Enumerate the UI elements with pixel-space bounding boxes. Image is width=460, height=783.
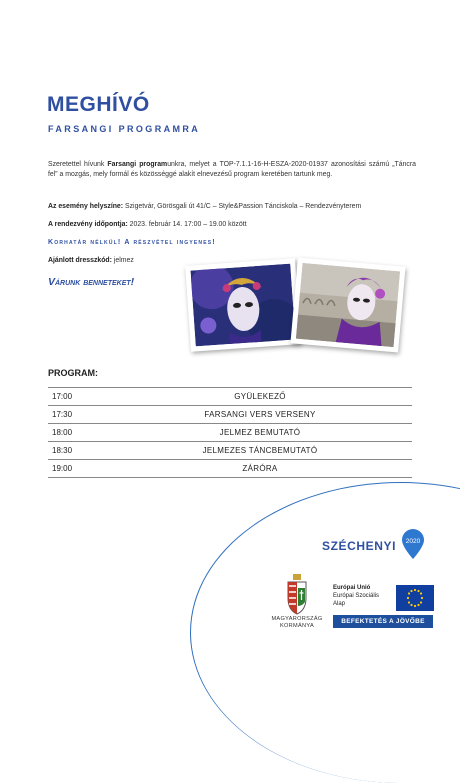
time-value: 2023. február 14. 17:00 – 19.00 között bbox=[127, 221, 247, 228]
intro-paragraph bbox=[48, 160, 416, 180]
eu-line-2: Európai Szociális bbox=[333, 593, 380, 599]
venue-label: Az esemény helyszíne: bbox=[48, 203, 124, 210]
carnival-mask-photo-1 bbox=[185, 258, 301, 351]
szechenyi-logo-text: SZÉCHENYI bbox=[322, 539, 397, 553]
table-row bbox=[48, 405, 412, 423]
row-event: FARSANGI VERS VERSENY bbox=[204, 410, 316, 419]
intro-text-1: Szeretettel hívunk bbox=[48, 161, 108, 168]
intro-bold: Farsangi program bbox=[107, 161, 168, 168]
welcome-text: Várunk benneteket! bbox=[48, 276, 135, 288]
eu-label bbox=[333, 584, 393, 608]
eu-flag-icon bbox=[396, 585, 434, 611]
program-table bbox=[48, 387, 412, 478]
row-event: GYÜLEKEZŐ bbox=[234, 392, 286, 401]
szechenyi-year: 2020 bbox=[405, 538, 421, 545]
gov-line-2: KORMÁNYA bbox=[280, 623, 314, 629]
page-title: MEGHÍVÓ bbox=[47, 93, 150, 116]
row-event: JELMEZ BEMUTATÓ bbox=[219, 428, 301, 437]
hungary-crest-icon bbox=[284, 574, 310, 616]
invest-banner: BEFEKTETÉS A JÖVŐBE bbox=[333, 615, 433, 628]
program-heading: PROGRAM: bbox=[48, 368, 98, 378]
row-event: JELMEZES TÁNCBEMUTATÓ bbox=[202, 446, 318, 455]
time-line bbox=[48, 220, 416, 230]
row-time: 18:30 bbox=[52, 446, 73, 455]
dress-code-line bbox=[48, 257, 134, 264]
szechenyi-pin-icon bbox=[400, 528, 426, 560]
venue-line bbox=[48, 202, 416, 212]
table-row bbox=[48, 423, 412, 441]
time-label: A rendezvény időpontja: bbox=[48, 221, 128, 228]
mask-photo-1-image bbox=[190, 264, 295, 347]
gov-line-1: MAGYARORSZÁG bbox=[271, 616, 323, 622]
row-time: 17:30 bbox=[52, 410, 73, 419]
row-time: 18:00 bbox=[52, 428, 73, 437]
row-event: ZÁRÓRA bbox=[242, 464, 278, 473]
carnival-mask-photo-2 bbox=[290, 257, 405, 352]
table-row bbox=[48, 441, 412, 459]
eu-line-1: Európai Unió bbox=[333, 585, 371, 591]
table-row bbox=[48, 459, 412, 478]
table-row bbox=[48, 387, 412, 405]
dress-label: Ajánlott dresszkód: bbox=[48, 257, 112, 264]
venue-value: Szigetvár, Görösgali út 41/C – Style&Passion Tánciskola – Rendezvényterem bbox=[123, 203, 362, 210]
mask-photo-2-image bbox=[296, 263, 400, 347]
intro-text-2: unkra, melyet a TOP-7.1.1-16-H-ESZA-2020-01937 azonosítási számú „Táncra fel” a mozgás, mely formál és közösséggé alakít elnevezésű program keretében tartunk meg. bbox=[48, 161, 417, 178]
page-subtitle: FARSANGI PROGRAMRA bbox=[48, 124, 201, 134]
government-label bbox=[268, 616, 326, 630]
row-time: 19:00 bbox=[52, 464, 73, 473]
age-notice: Korhatár nélkül! A részvétel ingyenes! bbox=[48, 239, 216, 246]
row-time: 17:00 bbox=[52, 392, 73, 401]
dress-value: jelmez bbox=[111, 257, 134, 264]
eu-line-3: Alap bbox=[333, 601, 346, 607]
